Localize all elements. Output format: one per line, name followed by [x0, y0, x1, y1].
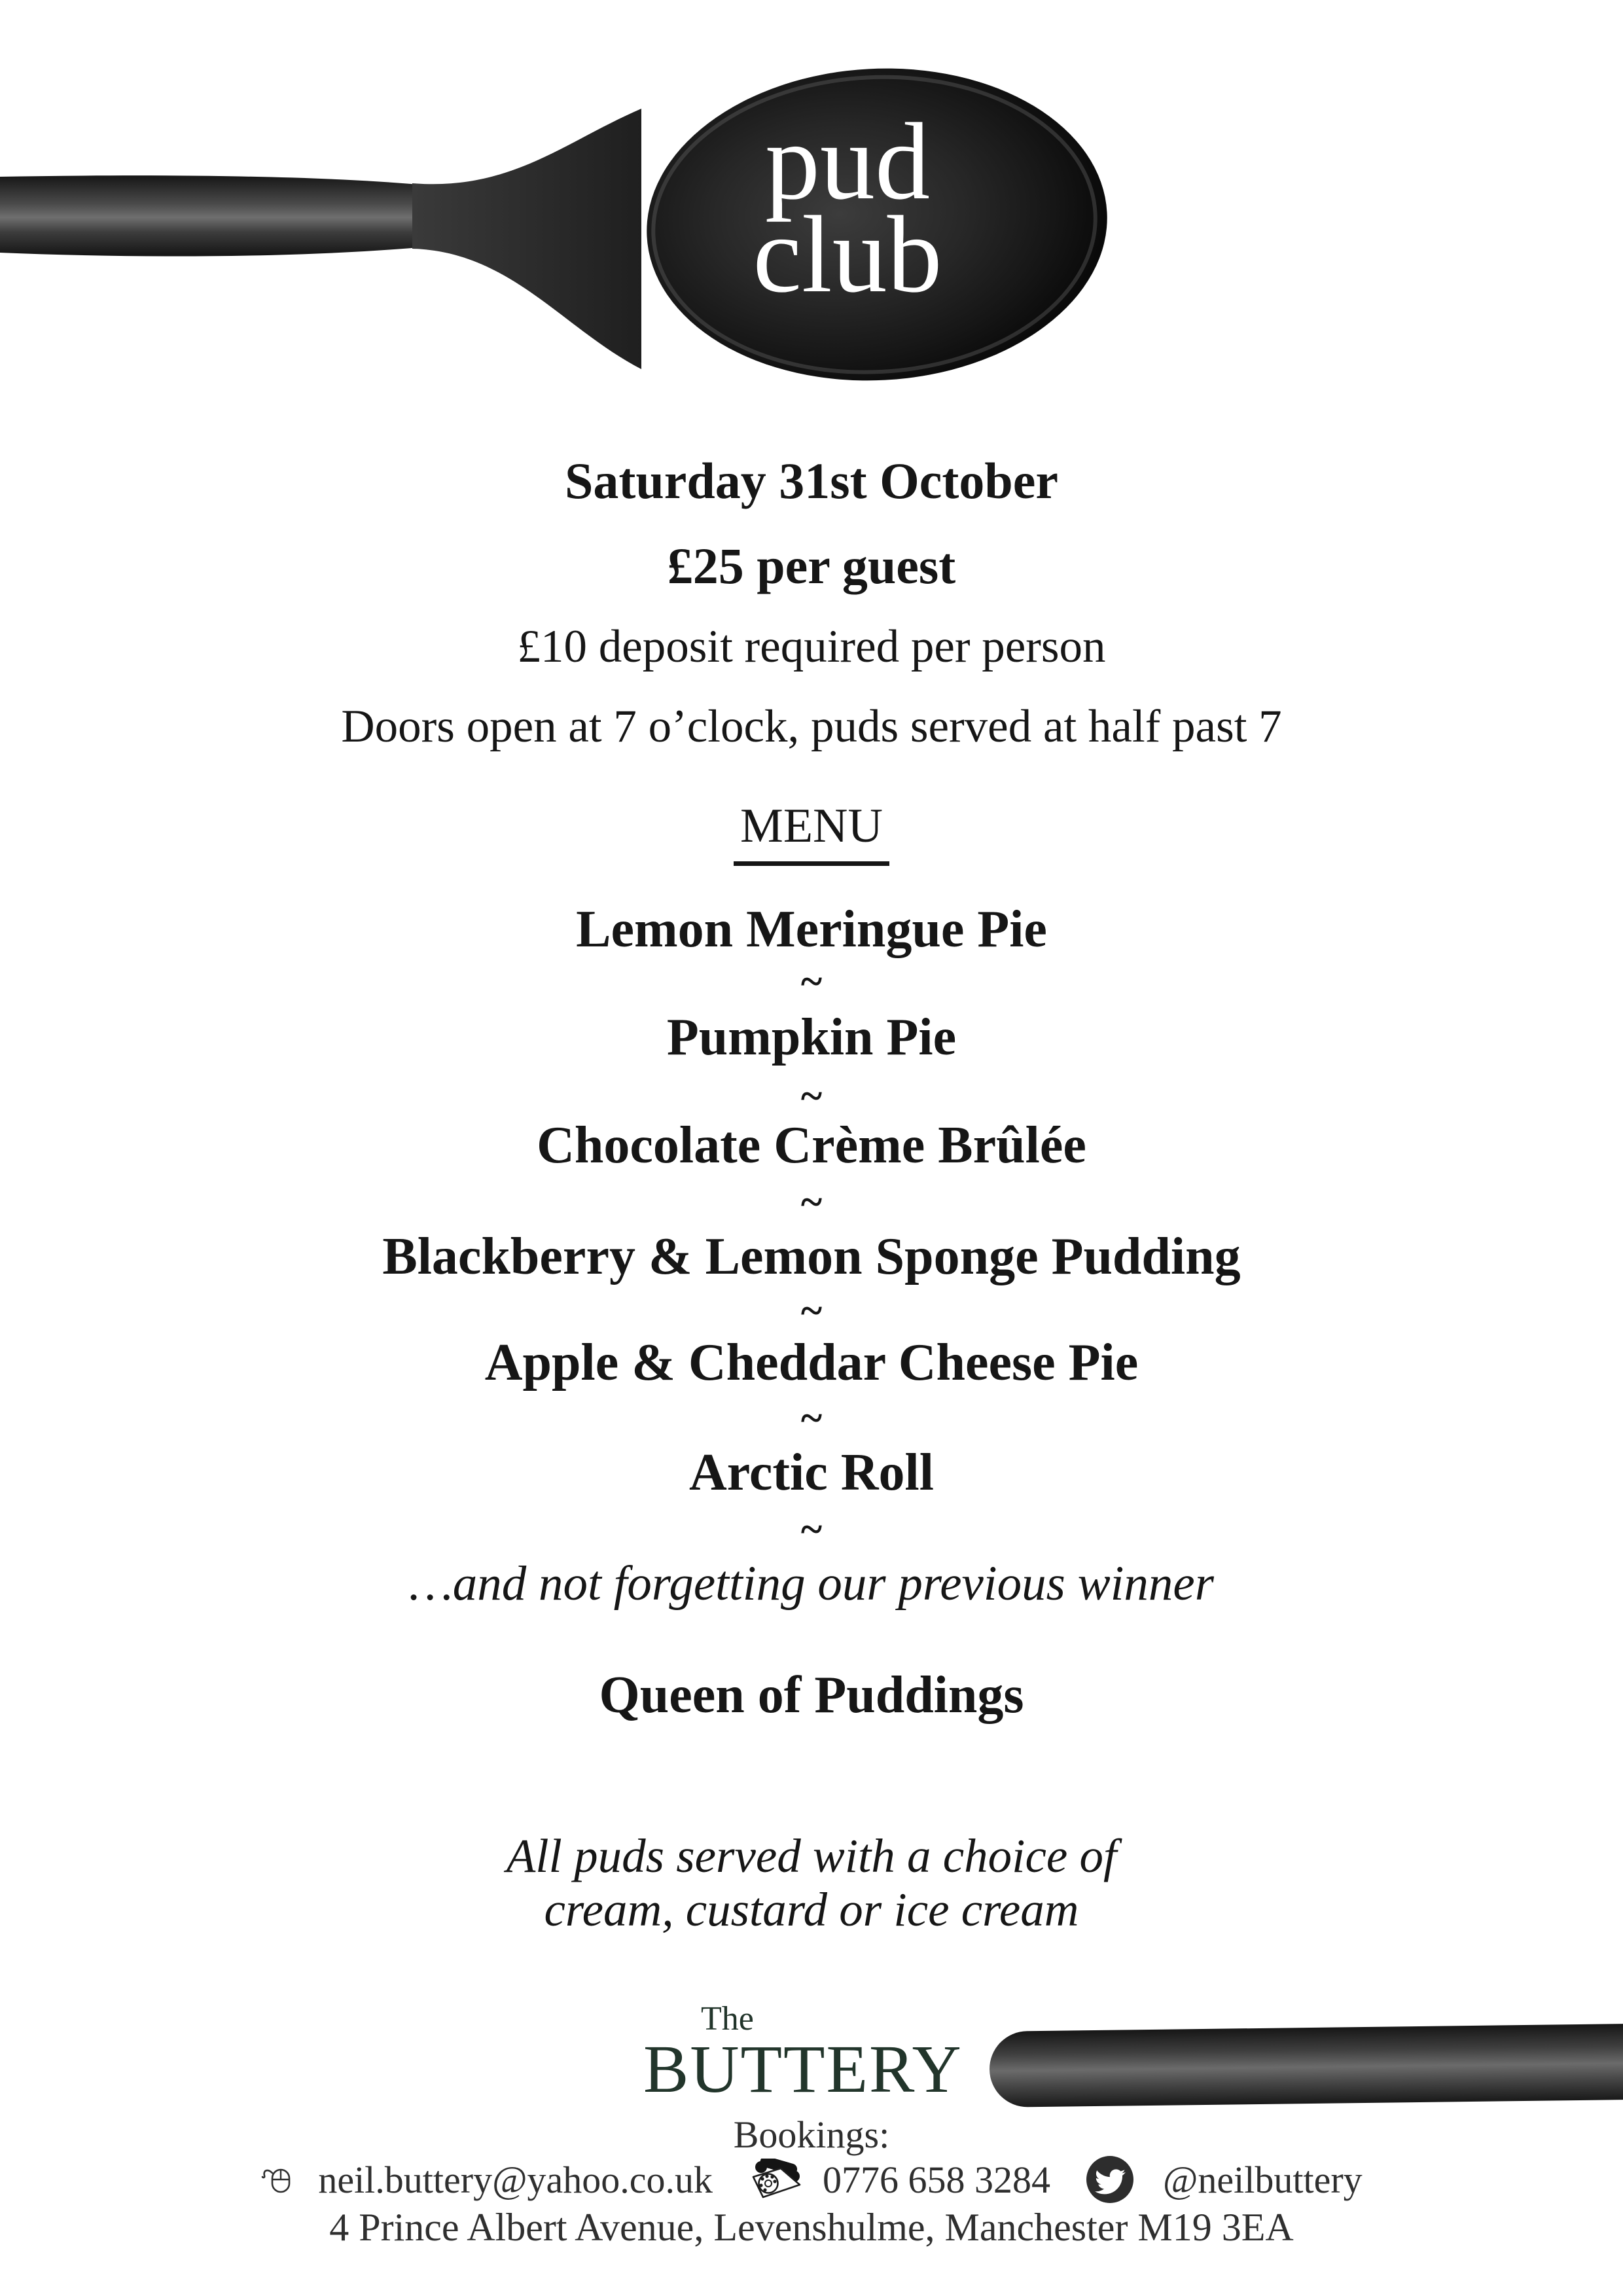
serving-note-line2: cream, custard or ice cream [544, 1883, 1079, 1936]
menu-heading [0, 797, 1623, 866]
menu-item: Apple & Cheddar Cheese Pie [484, 1334, 1139, 1391]
bookings-label: Bookings: [733, 2113, 890, 2156]
menu-separator: ~ [800, 1180, 823, 1225]
menu-item: Pumpkin Pie [666, 1009, 957, 1066]
venue-logo-the: The [701, 2000, 754, 2037]
event-date: Saturday 31st October [565, 452, 1058, 509]
menu-item: Arctic Roll [689, 1444, 934, 1501]
menu-item: Blackberry & Lemon Sponge Pudding [382, 1228, 1241, 1285]
menu-heading-text: MENU [734, 797, 889, 866]
serving-note-line1: All puds served with a choice of [506, 1829, 1117, 1882]
menu-separator: ~ [800, 1074, 823, 1119]
address-text: 4 Prince Albert Avenue, Levenshulme, Manchester M19 3EA [329, 2206, 1294, 2249]
email-text: neil.buttery@yahoo.co.uk [318, 2158, 713, 2201]
previous-winner: Queen of Puddings [599, 1666, 1024, 1724]
pud-club-line1: pud [765, 101, 930, 223]
menu-item: Chocolate Crème Brûlée [537, 1117, 1086, 1174]
computer-mouse-icon [260, 2164, 293, 2195]
spoon-neck [412, 109, 641, 369]
twitter-handle-text: @neilbuttery [1162, 2158, 1363, 2201]
menu-separator: ~ [800, 1289, 823, 1333]
menu-separator: ~ [800, 1396, 823, 1441]
deposit-note: £10 deposit required per person [517, 621, 1106, 672]
phone-text: 0776 658 3284 [822, 2158, 1050, 2201]
contact-row [0, 2155, 1623, 2204]
event-price: £25 per guest [667, 537, 956, 594]
previous-winner-note: …and not forgetting our previous winner [409, 1556, 1214, 1611]
spoon-handle-image [989, 2024, 1623, 2108]
menu-item: Lemon Meringue Pie [576, 901, 1047, 958]
menu-separator: ~ [800, 960, 823, 1004]
doors-note: Doors open at 7 o’clock, puds served at half past 7 [341, 701, 1282, 752]
menu-separator: ~ [800, 1507, 823, 1552]
venue-logo-name: BUTTERY [643, 2032, 963, 2107]
pud-club-logo [677, 101, 1018, 315]
venue-logo [638, 2000, 978, 2107]
twitter-bird-icon [1086, 2155, 1134, 2204]
rotary-phone-icon [748, 2159, 806, 2200]
pud-club-line2: club [753, 194, 942, 315]
